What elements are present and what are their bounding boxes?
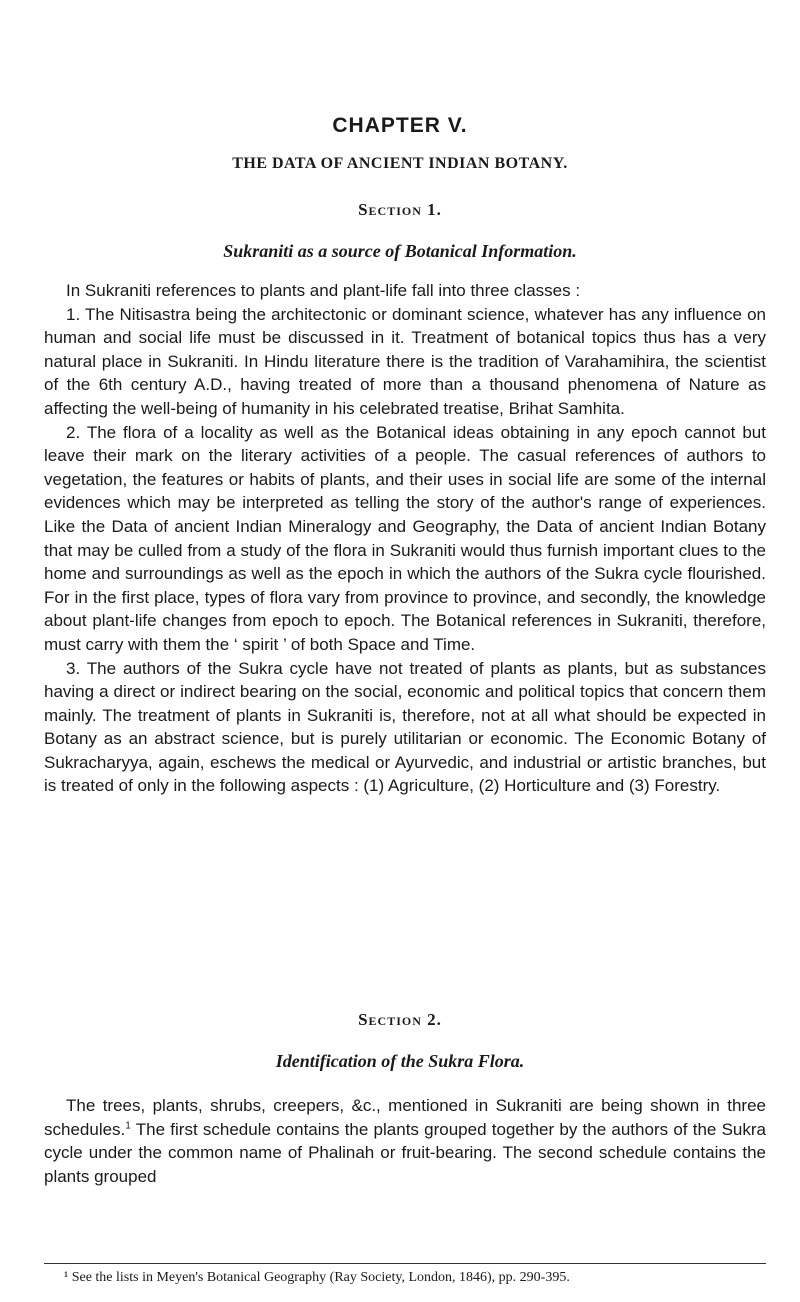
section-2-heading: Section 2.	[358, 1010, 442, 1029]
section-2-subtitle: Identification of the Sukra Flora.	[275, 1051, 525, 1071]
section-1-body	[44, 279, 766, 798]
section-2-text-a: The trees, plants, shrubs, creepers, &c., mentioned in Sukraniti are being shown in three schedules.	[44, 1096, 766, 1139]
footnote-marker: 1	[125, 1119, 131, 1131]
section-1-subtitle: Sukraniti as a source of Botanical Information.	[223, 241, 577, 261]
chapter-heading: CHAPTER V.	[332, 114, 468, 137]
section-1-paragraph-1: 1. The Nitisastra being the architectonic or dominant science, whatever has any influence on human and social life must be discussed in it. Treatment of botanical topics thus has a very natural place in Sukraniti. In Hindu literature there is the tradition of Varahamihira, the scientist of the 6th century A.D., having treated of more than a thousand phenomena of Nature as affecting the well-being of humanity in his celebrated treatise, Brihat Samhita.	[44, 304, 766, 418]
section-2-paragraph-1	[44, 1094, 766, 1188]
footnote-divider	[44, 1263, 766, 1264]
section-2-body	[44, 1094, 766, 1188]
section-1-paragraph-2: 2. The flora of a locality as well as the Botanical ideas obtaining in any epoch cannot but leave their mark on the literary activities of a people. The casual references of authors to vegetation, the features or habits of plants, and their uses in social life are some of the internal evidences which may be interpreted as telling the story of the author's range of experiences. Like the Data of ancient Indian Mineralogy and Geography, the Data of ancient Indian Botany that may be culled from a study of the flora in Sukraniti would thus furnish important clues to the home and surroundings as well as the epoch in which the authors of the Sukra cycle flourished. For in the first place, types of flora vary from province to province, and secondly, the knowledge about plant-life changes from epoch to epoch. The Botanical references in Sukraniti, therefore, must carry with them the ‘ spirit ’ of both Space and Time.	[44, 422, 766, 654]
section-2-text-b: The first schedule contains the plants grouped together by the authors of the Sukra cycle under the common name of Phalinah or fruit-bearing. The second schedule contains the plants grouped	[44, 1119, 766, 1186]
chapter-title: THE DATA OF ANCIENT INDIAN BOTANY.	[232, 155, 568, 172]
section-1-paragraph-3: 3. The authors of the Sukra cycle have not treated of plants as plants, but as substances having a direct or indirect bearing on the social, economic and political topics that concern them mainly. The treatment of plants in Sukraniti is, therefore, not at all what should be expected in Botany as an abstract science, but is purely utilitarian or economic. The Economic Botany of Sukracharyya, again, eschews the medical or Ayurvedic, and industrial or artistic branches, but is treated of only in the following aspects : (1) Agriculture, (2) Horticulture and (3) Forestry.	[44, 658, 766, 796]
section-1-heading: Section 1.	[358, 200, 442, 219]
footnote	[44, 1268, 766, 1288]
section-1-intro: In Sukraniti references to plants and plant-life fall into three classes :	[66, 281, 581, 300]
footnote-text: ¹ See the lists in Meyen's Botanical Geography (Ray Society, London, 1846), pp. 290-395.	[64, 1270, 570, 1285]
